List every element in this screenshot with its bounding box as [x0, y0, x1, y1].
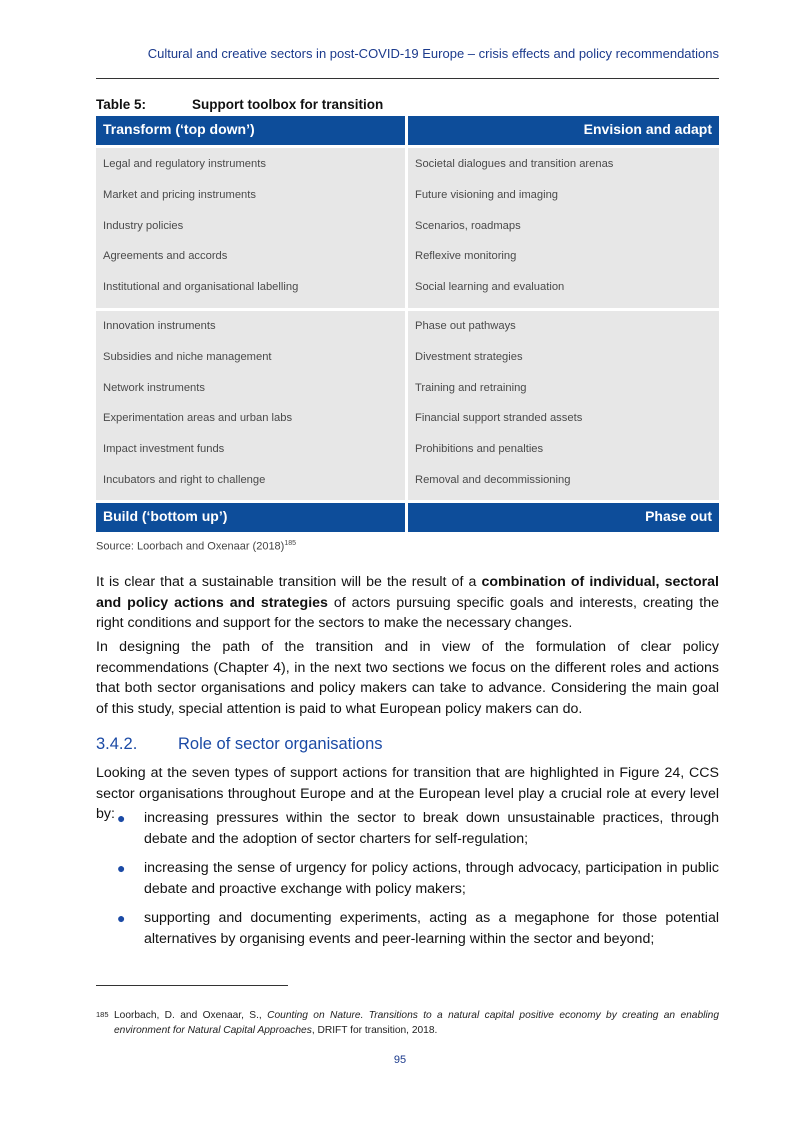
build-cell	[96, 311, 405, 500]
section-heading	[96, 735, 383, 754]
list-item: Phase out pathways	[415, 320, 516, 332]
footnote-number: 185	[96, 1010, 109, 1019]
list-item: Divestment strategies	[415, 350, 523, 363]
list-item: Social learning and evaluation	[415, 281, 565, 294]
bullet-text: increasing pressures within the sector to break down unsustainable practices, through debate and the adoption of sector charters for self-regulation;	[144, 810, 719, 847]
list-item: Experimentation areas and urban labs	[103, 412, 293, 425]
source-footnote-ref[interactable]: 185	[284, 540, 297, 547]
running-header: Cultural and creative sectors in post-COVID-19 Europe – crisis effects and policy recommendations	[147, 46, 719, 61]
list-item: Legal and regulatory instruments	[103, 158, 266, 170]
table-caption-number: Table 5:	[96, 97, 147, 112]
paragraph: Looking at the seven types of support actions for transition that are highlighted in Figure 24, CCS sector organisations throughout Europe and at the European level play a crucial role at every level by:	[96, 765, 719, 822]
paragraph-text: of actors pursuing specific goals and interests, creating the right conditions and support for the sectors to make the necessary changes.	[96, 594, 719, 631]
footnote-authors: Loorbach, D. and Oxenaar, S.,	[114, 1010, 268, 1021]
list-item: Subsidies and niche management	[103, 350, 272, 363]
table-bottom-band	[96, 503, 719, 532]
footnote	[96, 1008, 719, 1038]
bullet-icon: ●	[117, 810, 126, 826]
paragraph: In designing the path of the transition and in view of the formulation of clear policy recommendations (Chapter 4), in the next two sections we focus on the different roles and actions that both sector organisations and policy makers can take to advance. Considering the main goal of this study, special attention is paid to what European policy makers can do.	[96, 639, 719, 717]
list-item: Scenarios, roadmaps	[415, 219, 521, 232]
bullet-icon: ●	[117, 910, 126, 926]
list-item: Removal and decommissioning	[415, 473, 571, 486]
table-top-band	[96, 116, 719, 145]
header-divider	[96, 78, 719, 79]
list-item: Financial support stranded assets	[415, 412, 583, 425]
bullet-item	[96, 808, 719, 849]
footnote-title: Counting on Nature. Transitions to a natural capital positive economy by creating an enabling environment for Natural Capital Approaches	[114, 1010, 719, 1036]
paragraph-emphasis: combination of individual, sectoral and policy actions and strategies	[96, 574, 719, 611]
bullet-icon: ●	[117, 860, 126, 876]
bullet-text: supporting and documenting experiments, acting as a megaphone for those potential alternatives by organising events and peer-learning within the sector and beyond;	[144, 910, 719, 947]
bullet-list	[96, 808, 719, 958]
phase-out-cell	[408, 311, 719, 500]
list-item: Future visioning and imaging	[415, 188, 559, 201]
footnote-divider	[96, 985, 288, 986]
source-text: Source: Loorbach and Oxenaar (2018)	[96, 540, 285, 553]
build-label: Build (‘bottom up’)	[103, 508, 228, 524]
page-number: 95	[393, 1054, 407, 1066]
support-toolbox-table	[96, 116, 719, 533]
list-item: Institutional and organisational labelling	[103, 281, 299, 294]
section-number: 3.4.2.	[96, 735, 138, 753]
list-item: Societal dialogues and transition arenas	[415, 158, 614, 170]
list-item: Innovation instruments	[103, 320, 216, 332]
phase-out-label: Phase out	[645, 508, 712, 524]
bullet-item	[96, 858, 719, 899]
table-caption-title: Support toolbox for transition	[192, 97, 384, 112]
paragraph-text: It is clear that a sustainable transition will be the result of a	[96, 574, 482, 590]
list-item: Training and retraining	[415, 381, 527, 394]
list-item: Network instruments	[103, 381, 205, 394]
bullet-text: increasing the sense of urgency for policy actions, through advocacy, participation in public debate and proactive exchange with policy makers;	[144, 860, 719, 897]
footnote-rest: , DRIFT for transition, 2018.	[311, 1025, 438, 1036]
section-title: Role of sector organisations	[178, 735, 383, 753]
table-source	[96, 540, 296, 553]
transform-cell	[96, 148, 405, 308]
list-item: Incubators and right to challenge	[103, 473, 266, 486]
table-caption	[96, 97, 383, 112]
footnote-text	[114, 1008, 719, 1038]
list-item: Agreements and accords	[103, 250, 228, 263]
list-item: Impact investment funds	[103, 443, 225, 456]
paragraph	[96, 572, 719, 634]
transform-label: Transform (‘top down’)	[103, 121, 255, 137]
list-item: Reflexive monitoring	[415, 250, 517, 263]
envision-cell	[408, 148, 719, 308]
list-item: Industry policies	[103, 219, 184, 232]
list-item: Prohibitions and penalties	[415, 443, 544, 456]
list-item: Market and pricing instruments	[103, 188, 256, 201]
bullet-item	[96, 908, 719, 949]
envision-label: Envision and adapt	[583, 121, 712, 137]
